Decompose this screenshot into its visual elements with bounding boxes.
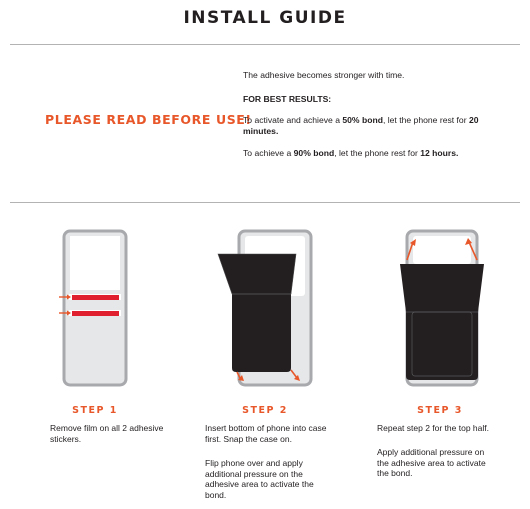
step2-text-2: Flip phone over and apply additional pressure on the adhesive area to activate the bond. <box>205 458 314 500</box>
step1-upper-area <box>70 236 120 292</box>
step3-text-1: Repeat step 2 for the top half. <box>377 423 489 433</box>
step3-case-lower-panel <box>412 312 472 376</box>
step2-text-1: Insert bottom of phone into case first. Snap the case on. <box>205 423 327 444</box>
step1-sticker-top <box>72 295 119 300</box>
step1-illustration <box>55 220 135 395</box>
info-90-percent: To achieve a 90% bond, let the phone rest for 12 hours. <box>243 148 459 158</box>
step1-text: Remove film on all 2 adhesive stickers. <box>50 423 164 444</box>
info-best-results-heading: FOR BEST RESULTS: <box>243 94 332 104</box>
step3-phone-screen-top <box>413 236 471 264</box>
top-divider <box>10 44 520 45</box>
middle-divider <box>10 202 520 203</box>
step1-sticker-bottom <box>72 311 119 316</box>
warning-heading: PLEASE READ BEFORE USE! <box>45 112 252 127</box>
step1-lower-area <box>70 320 120 380</box>
step1-label: STEP 1 <box>72 405 118 416</box>
step3-illustration <box>395 220 495 395</box>
info-50-percent: To activate and achieve a 50% bond, let the phone rest for 20 minutes. <box>243 115 479 136</box>
step3-text-2: Apply additional pressure on the adhesive area to activate the bond. <box>377 447 486 478</box>
step3-label: STEP 3 <box>417 405 463 416</box>
step2-label: STEP 2 <box>242 405 288 416</box>
step2-illustration <box>215 220 315 395</box>
step2-case-flared-top <box>218 254 296 294</box>
page-title: INSTALL GUIDE <box>183 8 347 28</box>
info-line-adhesive: The adhesive becomes stronger with time. <box>243 70 405 80</box>
